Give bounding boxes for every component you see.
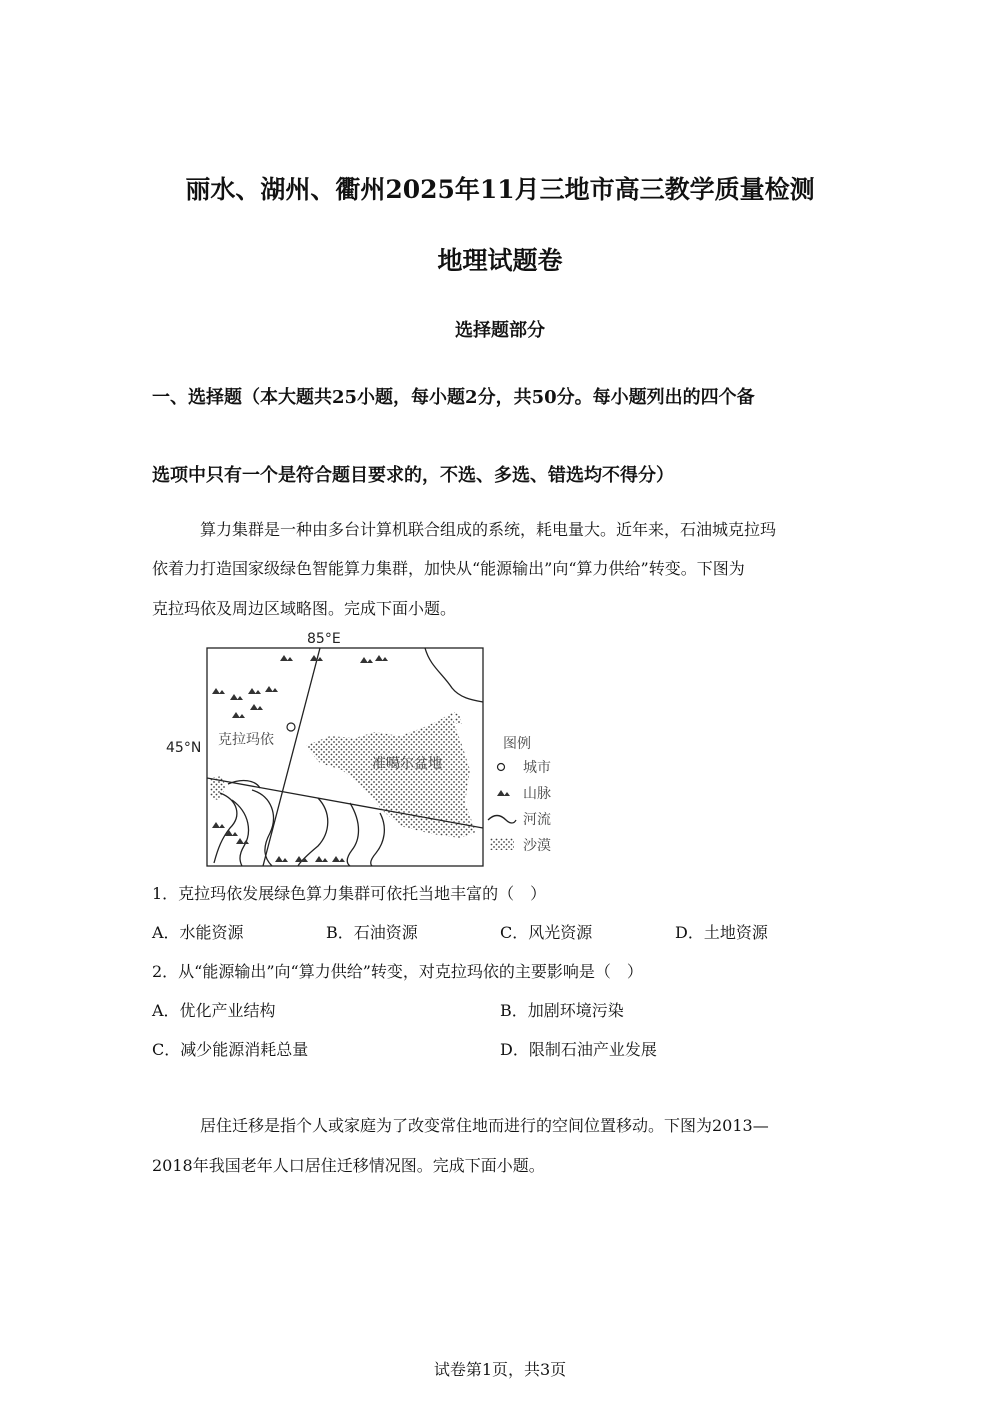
desert-area (305, 712, 476, 838)
legend-mountain-label: 山脉 (523, 786, 551, 802)
legend-desert-icon (490, 838, 514, 850)
passage2-line2: 2018年我国老年人口居住迁移情况图。完成下面小题。 (152, 1156, 545, 1175)
passage1-line2: 依着力打造国家级绿色智能算力集群，加快从“能源输出”向“算力供给”转变。下图为 (152, 559, 745, 578)
section-title: 选择题部分 (455, 320, 545, 341)
exam-title-line1: 丽水、湖州、衢州2025年11月三地市高三教学质量检测 (185, 175, 815, 204)
longitude-label: 85°E (307, 631, 341, 647)
instructions-line2: 选项中只有一个是符合题目要求的，不选、多选、错选均不得分） (152, 465, 674, 486)
desert-area-north (454, 712, 462, 724)
legend-mountain-icon (497, 790, 510, 796)
legend-city-label: 城市 (523, 760, 551, 776)
legend-river-icon (488, 816, 516, 824)
latitude-label: 45°N (166, 740, 202, 756)
river (425, 648, 483, 702)
question1-option-c[interactable]: C．风光资源 (500, 923, 593, 942)
passage1-line3: 克拉玛依及周边区域略图。完成下面小题。 (152, 599, 457, 618)
legend-desert-label: 沙漠 (523, 838, 551, 854)
legend-title: 图例 (503, 736, 531, 752)
karamay-region-map (160, 628, 580, 873)
passage2-line1: 居住迁移是指个人或家庭为了改变常住地而进行的空间位置移动。下图为2013— (200, 1116, 769, 1135)
meridian-85e (263, 648, 320, 866)
question1-option-b[interactable]: B．石油资源 (326, 923, 418, 942)
question2-stem: 2．从“能源输出”向“算力供给”转变，对克拉玛依的主要影响是（ ） (152, 962, 643, 981)
question2-option-b[interactable]: B．加剧环境污染 (500, 1001, 624, 1020)
instructions-line1: 一、选择题（本大题共25小题，每小题2分，共50分。每小题列出的四个备 (152, 387, 755, 408)
page-footer: 试卷第1页，共3页 (433, 1360, 567, 1379)
question1-option-a[interactable]: A．水能资源 (152, 923, 244, 942)
city-label: 克拉玛依 (218, 732, 274, 748)
city-karamay-marker (287, 723, 295, 731)
question1-stem: 1．克拉玛依发展绿色算力集群可依托当地丰富的（ ） (152, 884, 547, 903)
exam-title-line2: 地理试题卷 (437, 246, 563, 275)
river (347, 803, 358, 866)
legend-river-label: 河流 (523, 812, 551, 828)
question1-option-d[interactable]: D．土地资源 (675, 923, 768, 942)
river (371, 813, 385, 866)
question2-option-d[interactable]: D．限制石油产业发展 (500, 1040, 657, 1059)
river (252, 790, 273, 866)
map-legend (488, 736, 551, 854)
question2-option-a[interactable]: A．优化产业结构 (152, 1001, 276, 1020)
question2-option-c[interactable]: C．减少能源消耗总量 (152, 1040, 309, 1059)
river (298, 798, 328, 866)
basin-label: 准噶尔盆地 (372, 756, 442, 772)
passage1-line1: 算力集群是一种由多台计算机联合组成的系统，耗电量大。近年来，石油城克拉玛 (200, 520, 777, 539)
legend-city-icon (498, 764, 505, 771)
